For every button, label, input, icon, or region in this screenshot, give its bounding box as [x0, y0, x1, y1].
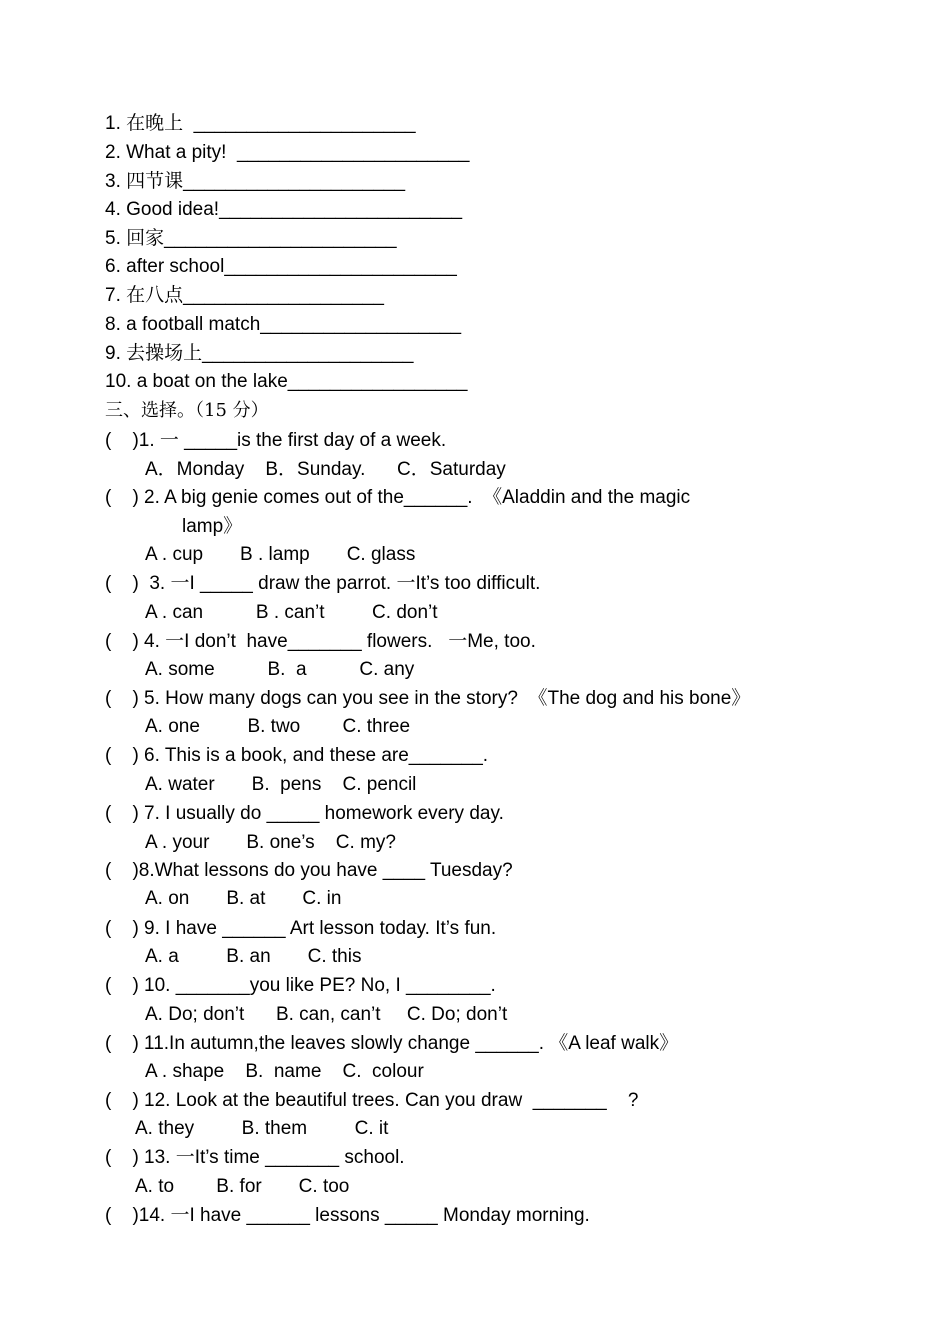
question-options-9: A. a B. an C. this: [145, 946, 362, 967]
question-options-8: A. on B. at C. in: [145, 888, 342, 909]
question-options-11: A . shape B. name C. colour: [145, 1061, 424, 1082]
translation-item-8: 8. a football match___________________: [105, 314, 462, 335]
question-options-1: A．Monday B．Sunday. C．Saturday: [145, 459, 506, 480]
question-stem-6: ( ) 6. This is a book, and these are_______.: [105, 745, 489, 766]
question-options-4: A. some B. a C. any: [145, 659, 415, 680]
question-stem-2-continuation: lamp》: [182, 516, 243, 537]
translation-item-1: 1. 在晚上 _____________________: [105, 113, 416, 134]
question-stem-7: ( ) 7. I usually do _____ homework every day.: [105, 803, 504, 824]
question-stem-2: ( ) 2. A big genie comes out of the______. 《Aladdin and the magic: [105, 487, 691, 508]
question-stem-13: ( ) 13. 一It’s time _______ school.: [105, 1147, 405, 1168]
question-stem-5: ( ) 5. How many dogs can you see in the story? 《The dog and his bone》: [105, 688, 751, 709]
translation-item-10: 10. a boat on the lake_________________: [105, 371, 468, 392]
translation-item-3: 3. 四节课_____________________: [105, 171, 406, 192]
question-options-13: A. to B. for C. too: [135, 1176, 350, 1197]
question-options-2: A . cup B . lamp C. glass: [145, 544, 416, 565]
question-stem-14: ( )14. 一I have ______ lessons _____ Monday morning.: [105, 1205, 590, 1226]
question-options-12: A. they B. them C. it: [135, 1118, 389, 1139]
question-stem-3: ( ) 3. 一I _____ draw the parrot. 一It’s too difficult.: [105, 573, 541, 594]
question-stem-9: ( ) 9. I have ______ Art lesson today. It’s fun.: [105, 918, 497, 939]
question-options-5: A. one B. two C. three: [145, 716, 411, 737]
question-options-6: A. water B. pens C. pencil: [145, 774, 417, 795]
translation-item-2: 2. What a pity! ______________________: [105, 142, 470, 163]
question-stem-1: ( )1. 一 _____is the first day of a week.: [105, 430, 447, 451]
question-options-10: A. Do; don’t B. can, can’t C. Do; don’t: [145, 1004, 508, 1025]
question-stem-8: ( )8.What lessons do you have ____ Tuesday?: [105, 860, 513, 881]
section-heading: 三、选择。（15 分）: [105, 400, 269, 421]
question-stem-4: ( ) 4. 一I don’t have_______ flowers. 一Me, too.: [105, 631, 536, 652]
translation-item-5: 5. 回家______________________: [105, 228, 397, 249]
question-stem-10: ( ) 10. _______you like PE? No, I ________.: [105, 975, 496, 996]
question-options-3: A . can B . can’t C. don’t: [145, 602, 438, 623]
question-options-7: A . your B. one’s C. my?: [145, 832, 396, 853]
translation-item-9: 9. 去操场上____________________: [105, 343, 414, 364]
translation-item-6: 6. after school______________________: [105, 256, 457, 277]
translation-item-4: 4. Good idea!_______________________: [105, 199, 463, 220]
question-stem-11: ( ) 11.In autumn,the leaves slowly change ______. 《A leaf walk》: [105, 1033, 679, 1054]
translation-item-7: 7. 在八点___________________: [105, 285, 384, 306]
question-stem-12: ( ) 12. Look at the beautiful trees. Can you draw _______ ?: [105, 1090, 639, 1111]
